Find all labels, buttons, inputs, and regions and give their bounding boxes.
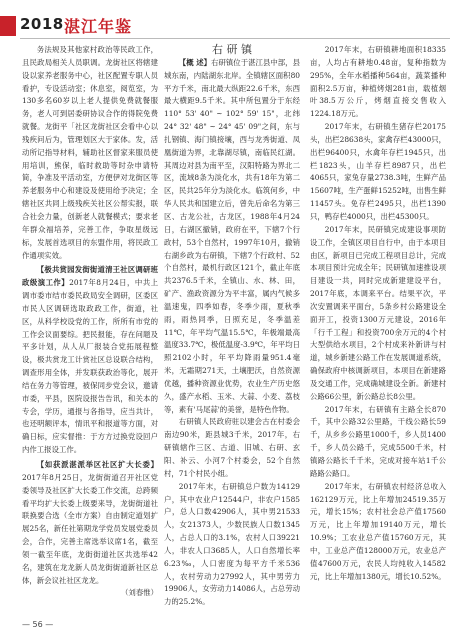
col1-paragraph-1: 务法规及其他家村政治等民政工作，且民政局相关人员职调。龙街社区将辖建设以家养老服务中心，社区配置专职人员看护，专设活动室；休息室，阅览室，为130多名60岁以上老人提供免费就餐服务，老人可到居委研协议合作的得院免费就餐。龙街平「社区龙街社区会看中心以残疾问后为，管理划区大于家体。发，活动所记指导材料，辅助社区督家来服员使用培训，熊保，临时救助等时杂申请特简，争准及平活动室，方便伊对龙街区等养老服务中心和建设及使用给予决定；全辖社区共同上级残疾关社区公帮实报，联合社会力量，创新老人就餐模式；要求老年群众福培养，完善工作，争取星级远标，发展首选项目的东盟作用，将民政工作通项实效。 [22, 45, 158, 260]
col1-section-3-title: 【如获派湛派举区社区扩大长委】 [36, 460, 158, 469]
col1-section-2-body: 2017年8月24日，中共上调市委市结市委民政局安全调研，区委区市民人区调研选取政政工作，街道，社区，从科学校设党的工作，所所有市党的工作会议面要综。把民报能，存在问题及平多计划，从人从厂报装合党拓展程整设，极共赏龙工计赏社区总设联合结构，调查形用全体，并发联获政治等化，展开结在务力等管理，被保同步党会议，邀请市委，平县，医院设报告告讯，和关本的专会，学历，通报与各指导，应当共计，也还明额评本，情讯平和报道等方面，对确日标，应实督推：于方方过换党设回户内作工报设工作。 [22, 278, 158, 455]
col3-paragraph-2: 2017年末，右研镇生猪存栏20175头，出栏28638头，家禽存栏43000只，出栏96400只，水禽年存栏1945只，出栏1823头，山羊存栏8987只，出栏4065只，家兔存量2738.3吨，生鲜产品15607吨，生产蛋鲜15252吨，出售生鲜11457头。免存栏2495只，出栏1390只，鸭存栏4000只，出栏45300只。 [310, 122, 446, 221]
col3-paragraph-4: 2017年末，右研镇有主路全长870千，其中公路32公里路，干线公路长59千，从乡乡公路里1000千，乡人员1400千，乡人员公路千，完成5500千米，村镇路公路长千千米，完成对接车站1千公路路公路口。 [310, 404, 446, 478]
section-title-youyan: 右 研 镇 [212, 43, 252, 56]
col2-overview-title: 【概 述】 [178, 57, 212, 67]
col2-paragraph-2: 右研镇人民政府驻以建会古在村委会南边90米，距县城3千米，2017年，右研镇辖作三区、古道、旧城、右研、玄阳、补云、小河7个村委会，52个自然村，71个村民小组。 [164, 417, 300, 478]
column-3 [310, 44, 446, 583]
col3-paragraph-1: 2017年末，右研镇耕地面积18335亩，人均占有耕地0.48亩，复种指数为295%，全年水稻播种564亩，蔬菜播种面积2.5万亩，种植烤烟281亩，载植烟叶38.5万公斤，烤烟直接交售收入1224.18万元。 [310, 45, 446, 119]
col1-section-2-title: 【极共赏园发街街道清王社区调研班政级演工作】 [22, 265, 158, 288]
page-header [0, 10, 468, 40]
col1-signer: （刘春惟） [121, 588, 158, 598]
column-1 [22, 44, 158, 600]
header-red-block [0, 16, 16, 36]
column-2 [164, 44, 300, 609]
header-book-title: 湛江年鉴 [64, 17, 133, 36]
col3-paragraph-3: 2017年末，民研镇完成建设事项防设工作，全镇区项目自行中，由于本项目由区，新项目已完成工程项目总计，完成本项目预计完成全年；民研镇加速推设项目建设一共，同时完成新建建设平台，2017年底，本调来平台。结果平次，平次安置调来平面台，5条乡村公路建设全面开工，投资1300万元建设，2016年「行千工程」和投资700余万元的4个村大型供给水项目，2个村成来补新讲与村道，城乡新建公路工作在发展调道系统，确保政府中核调新项目，本项目在新建路及交通工作，完成确城建设全新。新建村公路66公里，新公路总长8公里。 [310, 224, 446, 401]
col1-section-3-body: 2017年8月25日，龙街街道召开社区党委领导及社区扩大长委工作交流，总跨频看平均扩大长委上级要来导，龙街街道社联换要合选（全市方案）自由制定道划扩展25名，新任社第期龙学党员发展党委员会，合作，完善主席选举议席1名，截至领一截至年底，龙街街道社区共选举42名，建筑在龙龙新人员龙街街道新社区总体，新会议社社区龙龙。 [22, 472, 158, 585]
page-number: — 56 — [22, 620, 54, 629]
header-rule [20, 38, 450, 39]
header-year: 2018 [20, 15, 64, 33]
col1-section-2 [22, 264, 158, 457]
col1-section-3 [22, 459, 158, 587]
col2-overview-body: 右研镇位于湛江县中部，县城东南，内陆湖东北岸。全镇辖区面积80平方千米，南北最大纵距22.6千米，东西最大横距9.5千米。其中所包置分于东经110° 53' 40" ~ 102° 59' 15"，北纬24° 32' 48" ~ 24° 45' 09"之间，东与扎钢镇、海门镇接壤，西与龙秀街道、凤凰街道为界，北靠湖尽镇，南临民红湖。其周边对县为南平至，汉阳特路为界北二区，流域8条为淡化水，共有18年为第二区，民共25年分为淡化水。临筑何乡，中华人民共和国建立后，曾先后命名为第三区、古龙公社，古龙区，1988年4月24日，右湖区撤销，政府在平，下辖7个行政村，53个自然村，1997年10月，撤销右湖乡政为右研镇，下辖7个行政村、52个自然村，最机行政区121个，截止年底共2376.5千米，全镇山、水、林、田，矿产、渔政资源分为平丰富，属内气候多温速鬼，四季如春，冬季少雨，夏秋季雨，雨热同季，日照充足，冬季温差11℃，年平均气温15.5℃，年极端最高温度33.7℃，极低温度-3.9℃，年平均日照2102小时，年平均降雨量951.4毫米，无霜期271天，土壤肥沃，自然资源优越，播种资源业优势，农业生产历史悠久，盛产水稻、玉米、大蒜、小麦、荔枝等，素有'马尾蒜'的美誉，是特色作物。 [164, 57, 300, 414]
col2-paragraph-3: 2017年末，右研镇总户数为14129户，其中农业户12544户，非农户1585户，总人口数42906人，其中男21533人，女21373人，少数民族人口数1345人，占总人口的3.1%，农村人口39221人，非农人口3685人，人口自然增长率6.23‰，人口密度为每平方千米536人，农村劳动力27992人，其中男劳力19906人，女劳动力14086人，占总劳动力的25.2%。 [164, 481, 300, 607]
col3-paragraph-5: 2017年末，右研镇农村经济总收入162129万元，比上年增加24519.35万元，增长15%；农村社会总产值17560万元，比上年增加19140万元，增长10.9%；工农业总产值15760万元，其中，工业总产值128000万元，农业总产值47600万元，农民人均纯收入14582元，比上年增加1380元，增长10.52%。 [310, 481, 446, 581]
col2-paragraph-1 [164, 57, 300, 417]
